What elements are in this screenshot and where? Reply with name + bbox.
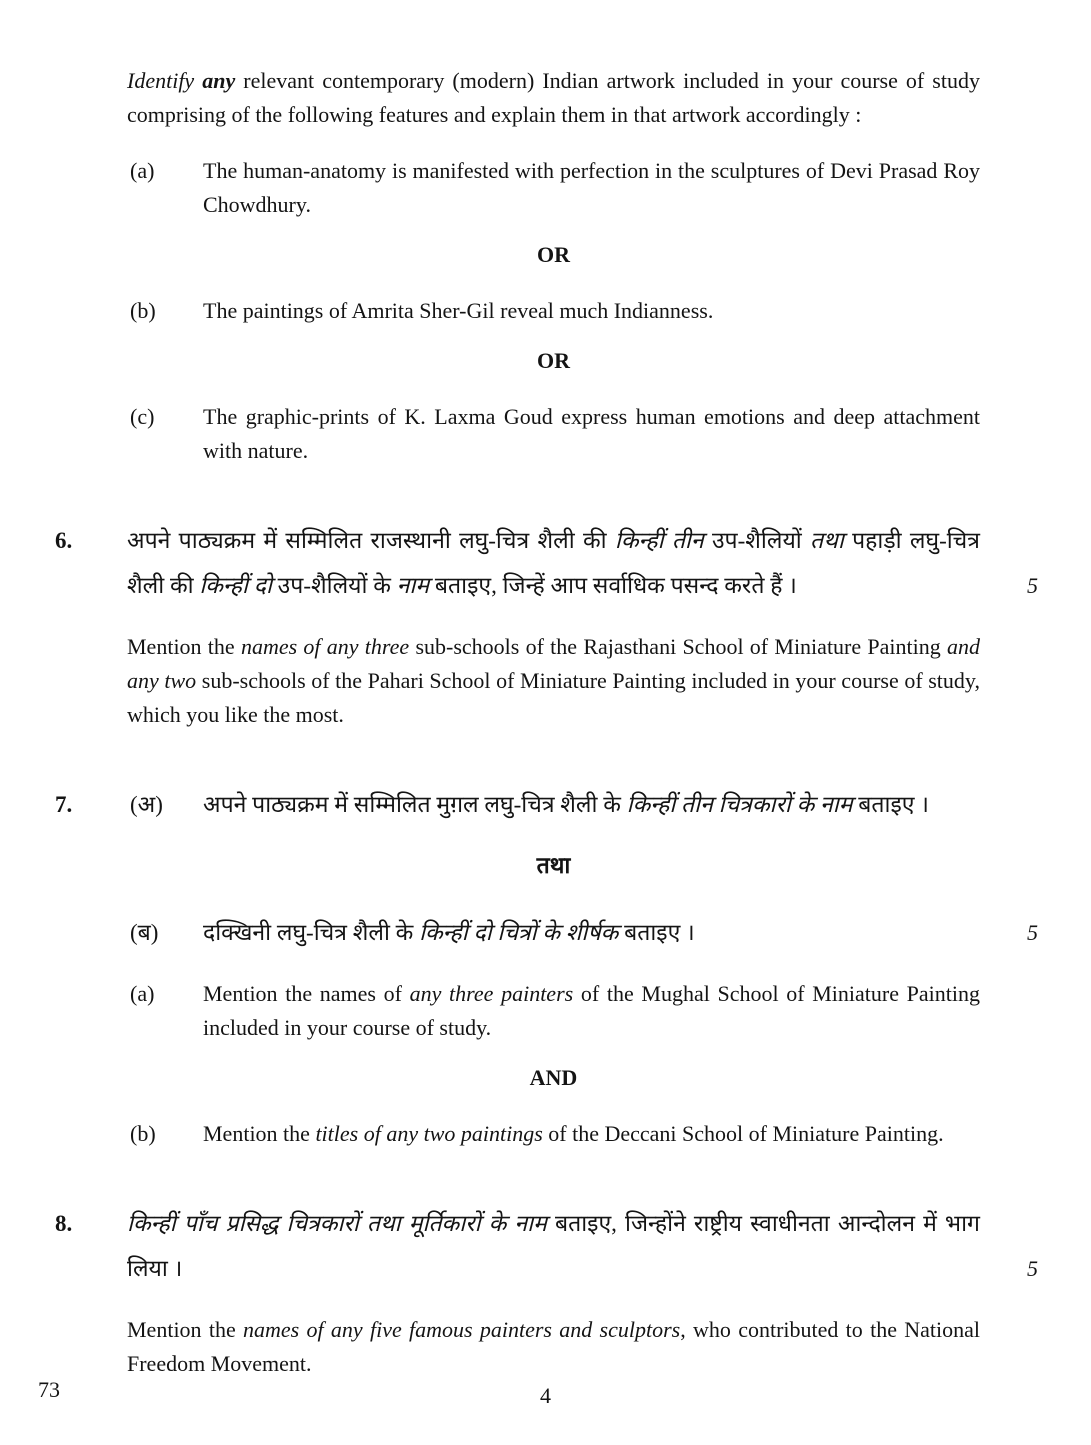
tatha-separator — [127, 843, 980, 888]
text-run: names of any three — [240, 634, 410, 659]
text-run: OR — [537, 242, 570, 267]
page-number: 4 — [540, 1383, 551, 1408]
question-5-option-a — [127, 154, 980, 222]
text-run: बताइए । — [852, 792, 929, 817]
option-label: (c) — [130, 404, 155, 429]
text-run: Mention the names of — [203, 981, 410, 1006]
marks-value: 5 — [1027, 920, 1038, 945]
question-5-intro — [127, 64, 980, 132]
text-run: titles of any two paintings — [315, 1121, 543, 1146]
text-run: किन्हीं तीन — [614, 528, 704, 553]
question-6-english — [127, 630, 980, 732]
question-8-english — [127, 1313, 980, 1381]
question-content — [55, 64, 1038, 1381]
question-number: 7. — [55, 792, 73, 817]
text-run: तथा — [536, 853, 571, 878]
text-run: Mention the — [127, 1317, 244, 1342]
option-label: (b) — [130, 1121, 156, 1146]
text-run: of the Deccani School of Miniature Painting. — [542, 1121, 944, 1146]
question-number: 6. — [55, 528, 73, 553]
text-run: अपने पाठ्यक्रम में सम्मिलित मुग़ल लघु-चित्र शैली के — [203, 792, 627, 817]
question-8-hindi — [55, 1201, 1038, 1291]
option-label: (a) — [130, 981, 155, 1006]
text-run: Mention the — [203, 1121, 316, 1146]
marks-value: 5 — [1027, 1256, 1038, 1281]
text-run: The graphic-prints of K. Laxma Goud express human emotions and deep attachment with nature. — [203, 404, 980, 463]
or-separator-1 — [127, 238, 980, 272]
question-7-hindi-a — [55, 782, 980, 827]
question-7-hindi-b — [127, 910, 1038, 955]
question-7-english-a — [127, 977, 980, 1045]
text-run: OR — [537, 348, 570, 373]
text-run: sub-schools of the Pahari School of Miniature Painting included in your course of study, which you like the most. — [127, 668, 980, 727]
text-run: नाम — [396, 573, 430, 598]
text-run: of the Mughal School of Miniature Painting included in your course of study. — [203, 981, 981, 1040]
text-run: names of any five famous painters and sculptors — [243, 1317, 681, 1342]
text-run: किन्हीं तीन चित्रकारों के नाम — [626, 792, 853, 817]
text-run: sub-schools of the Rajasthani School of Miniature Painting — [409, 634, 947, 659]
text-run: अपने पाठ्यक्रम में सम्मिलित राजस्थानी लघु-चित्र शैली की — [127, 528, 615, 553]
question-6-hindi — [55, 518, 1038, 608]
paper-code: 73 — [38, 1377, 60, 1402]
text-run: Identify — [127, 68, 203, 93]
text-run: बताइए, जिन्होंने राष्ट्रीय स्वाधीनता आन्दोलन में भाग लिया । — [127, 1211, 980, 1281]
text-run: Mention the — [127, 634, 241, 659]
text-run: तथा — [810, 528, 844, 553]
question-number: 8. — [55, 1211, 73, 1236]
option-label: (ब) — [130, 920, 159, 945]
text-run: AND — [529, 1065, 578, 1090]
text-run: any three painters — [409, 981, 574, 1006]
text-run: किन्हीं दो चित्रों के शीर्षक — [419, 920, 619, 945]
text-run: बताइए । — [618, 920, 695, 945]
text-run: उप-शैलियों के — [271, 573, 397, 598]
question-7-english-b — [127, 1117, 980, 1151]
question-5-option-b — [127, 294, 980, 328]
text-run: पहाड़ी लघु-चित्र शैली की — [127, 528, 980, 598]
text-run: relevant contemporary (modern) Indian artwork included in your course of study comprising of the following features and explain them in that artwork accordingly : — [127, 68, 980, 127]
text-run: उप-शैलियों — [703, 528, 811, 553]
option-label: (b) — [130, 298, 156, 323]
text-run: बताइए, जिन्हें आप सर्वाधिक पसन्द करते हैं । — [429, 573, 797, 598]
or-separator-2 — [127, 344, 980, 378]
question-5-option-c — [127, 400, 980, 468]
marks-value: 5 — [1027, 573, 1038, 598]
text-run: दक्खिनी लघु-चित्र शैली के — [203, 920, 420, 945]
option-label: (a) — [130, 158, 155, 183]
text-run: The human-anatomy is manifested with perfection in the sculptures of Devi Prasad Roy Chowdhury. — [203, 158, 980, 217]
text-run: किन्हीं दो — [199, 573, 272, 598]
text-run: किन्हीं पाँच प्रसिद्ध चित्रकारों तथा मूर्तिकारों के नाम — [127, 1211, 547, 1236]
text-run: The paintings of Amrita Sher-Gil reveal much Indianness. — [203, 298, 714, 323]
and-separator — [127, 1061, 980, 1095]
option-label: (अ) — [130, 792, 163, 817]
text-run: , who contributed to the National Freedom Movement. — [127, 1317, 980, 1376]
text-run: any — [202, 68, 236, 93]
text-run: and any two — [127, 634, 980, 693]
